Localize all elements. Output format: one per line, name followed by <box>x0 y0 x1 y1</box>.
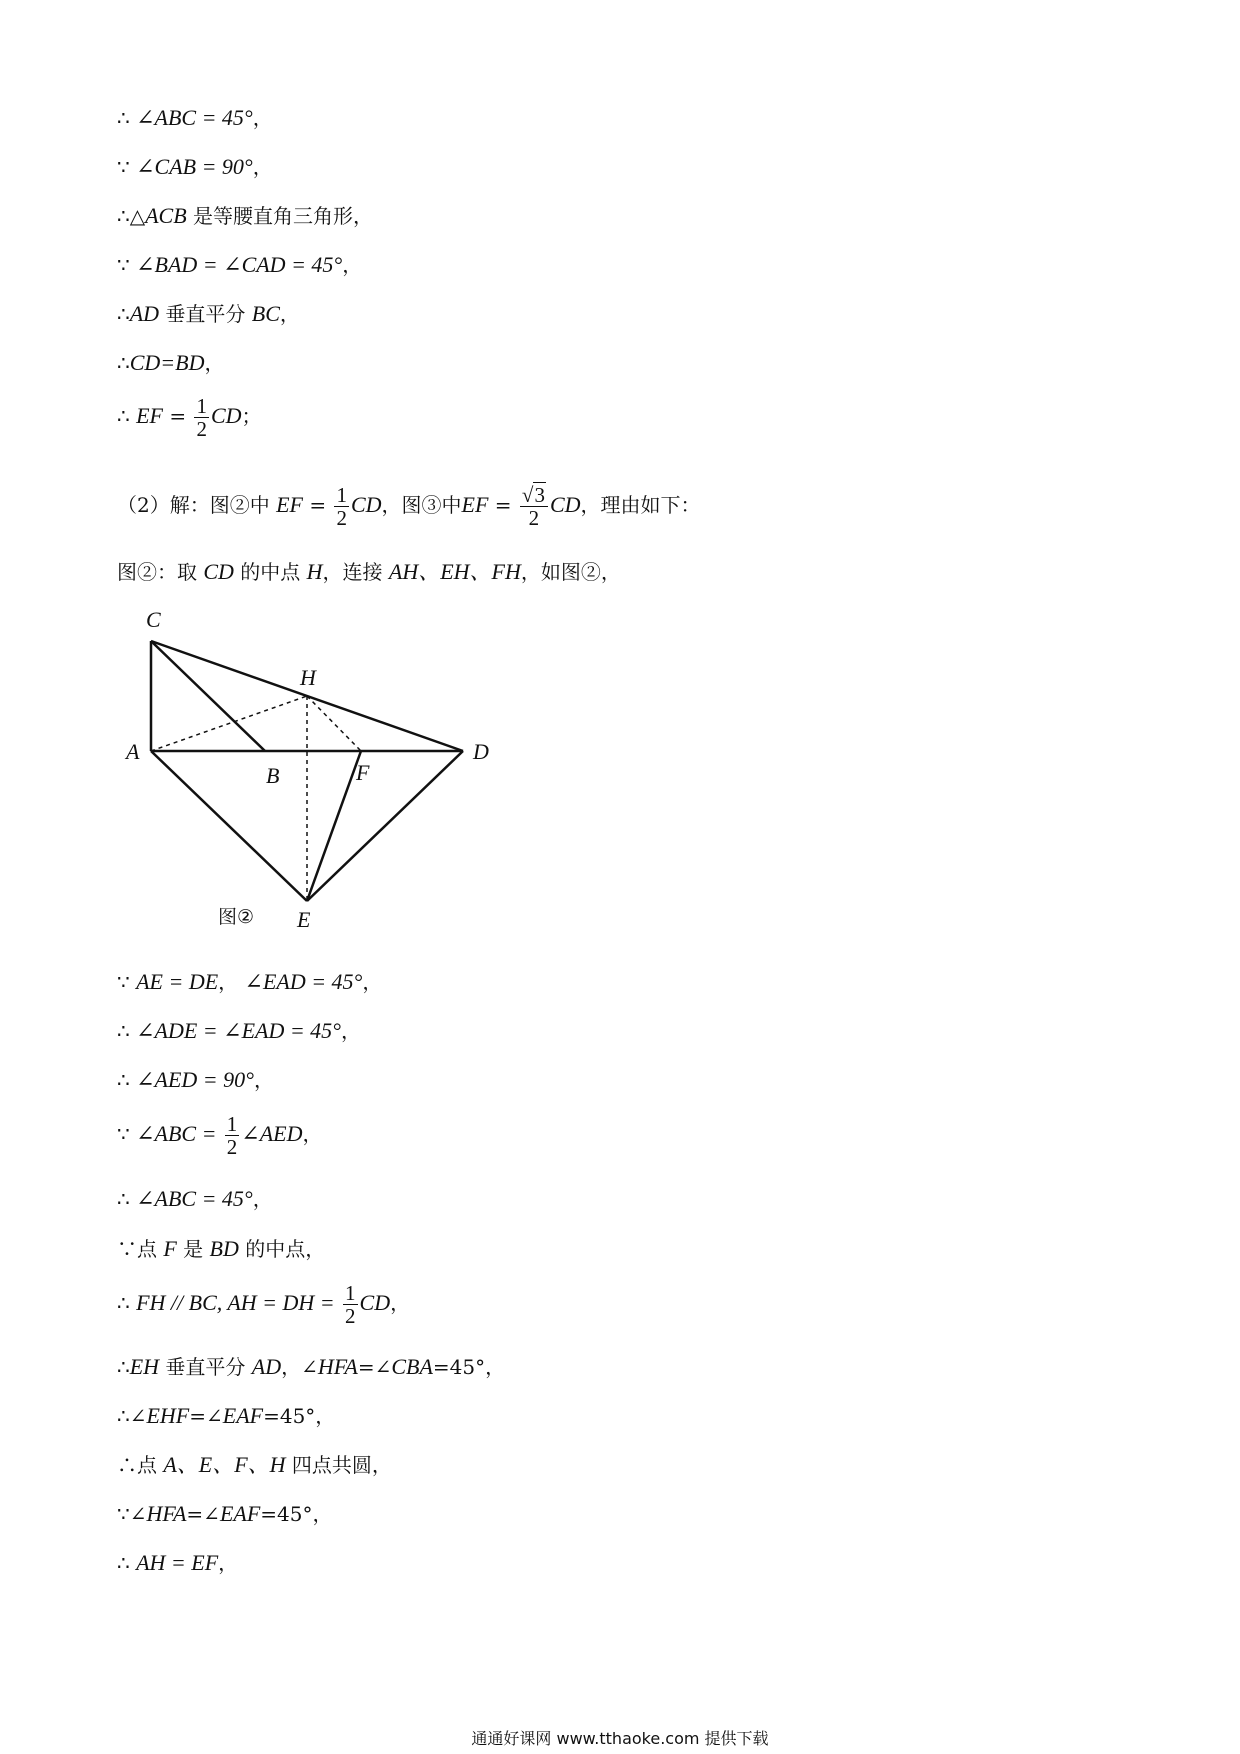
construction-line: 图②：取 CD 的中点 H，连接 AH、EH、FH，如图②， <box>117 559 621 584</box>
proof-line-15: ∵点 F 是 BD 的中点， <box>117 1236 326 1261</box>
segment-DE <box>307 751 463 901</box>
fraction-sqrt3-over-2: $\frac{√3}{2}$ <box>520 484 548 529</box>
proof-line-17: ∴EH 垂直平分 AD，∠HFA=∠CBA=45°， <box>117 1354 506 1379</box>
segment-AE <box>151 751 307 901</box>
label-F: F <box>356 760 370 785</box>
proof-line-4: ∵ ∠BAD = ∠CAD = 45°， <box>117 252 363 277</box>
proof-line-3: ∴△ACB 是等腰直角三角形， <box>117 203 374 228</box>
proof-line-21: ∴ AH = EF， <box>117 1550 239 1575</box>
proof-line-16: ∴ FH // BC, AH = DH = $\frac{1}{2}$ CD， <box>117 1281 411 1328</box>
proof-line-5: ∴AD 垂直平分 BC， <box>117 301 300 326</box>
label-E: E <box>297 907 311 932</box>
label-A: A <box>126 739 140 764</box>
proof-line-14: ∴ ∠ABC = 45°， <box>117 1186 273 1211</box>
geometry-figure-2 <box>118 605 518 935</box>
segment-AH-dashed <box>151 696 307 751</box>
fraction-one-half: $\frac{1}{2}$ <box>336 483 347 530</box>
proof-line-7: ∴ EF = $\frac{1}{2}$ CD； <box>117 394 262 441</box>
fraction-one-half: $\frac{1}{2}$ <box>345 1281 356 1328</box>
proof-line-12: ∴ ∠AED = 90°， <box>117 1067 274 1092</box>
label-C: C <box>146 607 161 632</box>
fraction-one-half: $\frac{1}{2}$ <box>226 1112 238 1159</box>
segment-CB <box>151 641 265 751</box>
label-H: H <box>300 665 316 690</box>
proof-line-20: ∵∠HFA=∠EAF=45°， <box>117 1501 333 1526</box>
proof-line-13: ∵ ∠ABC = $\frac{1}{2}$ ∠AED， <box>117 1112 323 1159</box>
proof-line-6: ∴CD=BD， <box>117 350 225 375</box>
fraction-one-half: $\frac{1}{2}$ <box>196 394 207 441</box>
part-2-statement: （2）解：图②中 EF = $\frac{1}{2}$ CD，图③中EF = $\frac{√3}{2}$ CD，理由如下： <box>117 483 701 530</box>
figure-svg <box>118 605 518 935</box>
label-B: B <box>266 763 280 788</box>
proof-line-11: ∴ ∠ADE = ∠EAD = 45°， <box>117 1018 361 1043</box>
proof-line-1: ∴ ∠ABC = 45°， <box>117 105 273 130</box>
segment-FE <box>307 751 361 901</box>
proof-line-19: ∴点 A、E、F、H 四点共圆， <box>117 1452 392 1477</box>
figure-caption: 图② <box>218 906 255 928</box>
proof-line-10: ∵ AE = DE， ∠EAD = 45°， <box>117 969 383 994</box>
footer-watermark: 通通好课网 www.tthaoke.com 提供下载 <box>471 1729 769 1748</box>
proof-line-2: ∵ ∠CAB = 90°， <box>117 154 273 179</box>
proof-line-18: ∴∠EHF=∠EAF=45°， <box>117 1403 336 1428</box>
label-D: D <box>473 739 489 764</box>
